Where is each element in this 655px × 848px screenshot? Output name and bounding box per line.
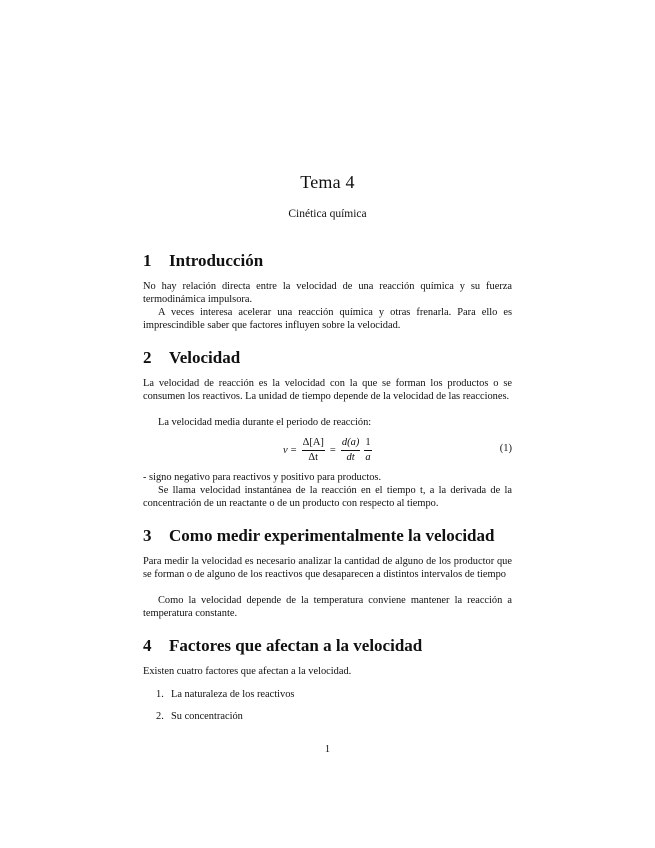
- equation-number: (1): [499, 443, 512, 454]
- paragraph: La velocidad de reacción es la velocidad con la que se forman los productos o se consumen los reactivos. La unidad de tiempo depende de la velocidad de las reacciones.: [143, 378, 512, 402]
- paragraph: A veces interesa acelerar una reacción química y otras frenarla. Para ello es imprescindible saber que factores influyen sobre la velocidad.: [143, 307, 512, 331]
- section-heading-introduccion: [143, 251, 263, 271]
- equation-equals: =: [329, 444, 336, 456]
- equation-body: [283, 434, 374, 466]
- paragraph: Para medir la velocidad es necesario analizar la cantidad de alguno de los productor que se forman o de alguno de los reactivos que desaparecen a distintos intervalos de tiempo: [143, 556, 512, 580]
- section-title: Como medir experimentalmente la velocidad: [169, 526, 495, 545]
- document-subtitle: Cinética química: [288, 208, 367, 220]
- fraction-numerator: d(a): [341, 437, 361, 451]
- equation-equals: =: [290, 444, 297, 456]
- list-item-text: La naturaleza de los reactivos: [171, 689, 295, 700]
- section-number: 4: [143, 636, 152, 655]
- fraction-denominator: Δt: [308, 451, 319, 463]
- section-title: Velocidad: [169, 348, 241, 367]
- section-title: Introducción: [169, 251, 264, 270]
- equation-velocidad-media: [143, 434, 512, 466]
- section-number: 2: [143, 348, 152, 367]
- paragraph: Como la velocidad depende de la temperatura conviene mantener la reacción a temperatura constante.: [143, 595, 512, 619]
- section-number: 1: [143, 251, 152, 270]
- equation-fraction-coefficient: [364, 437, 371, 464]
- section-number: 3: [143, 526, 152, 545]
- paragraph: Se llama velocidad instantánea de la reacción en el tiempo t, a la derivada de la concentración de un reactante o de un producto con respecto al tiempo.: [143, 485, 512, 509]
- document-title: Tema 4: [300, 172, 355, 192]
- fraction-numerator: Δ[A]: [302, 437, 325, 451]
- equation-fraction-derivative: [341, 437, 361, 464]
- list-item: [156, 710, 243, 723]
- section-title: Factores que afectan a la velocidad: [169, 636, 423, 655]
- equation-fraction-delta: [302, 437, 325, 464]
- section-heading-velocidad: [143, 348, 240, 368]
- list-marker: 1.: [156, 689, 164, 700]
- list-marker: 2.: [156, 711, 164, 722]
- paragraph: La velocidad media durante el periodo de reacción:: [158, 417, 372, 428]
- section-heading-medir-velocidad: [143, 526, 494, 546]
- paragraph: - signo negativo para reactivos y positivo para productos.: [143, 472, 382, 483]
- fraction-numerator: 1: [364, 437, 371, 451]
- fraction-denominator: a: [365, 451, 371, 463]
- equation-lhs: v: [283, 444, 288, 456]
- list-item-text: Su concentración: [171, 711, 243, 722]
- paragraph: Existen cuatro factores que afectan a la velocidad.: [143, 666, 352, 677]
- section-heading-factores: [143, 636, 422, 656]
- fraction-denominator: dt: [346, 451, 355, 463]
- paragraph: No hay relación directa entre la velocidad de una reacción química y su fuerza termodinámica impulsora.: [143, 281, 512, 305]
- page-number: 1: [324, 744, 331, 755]
- list-item: [156, 688, 294, 701]
